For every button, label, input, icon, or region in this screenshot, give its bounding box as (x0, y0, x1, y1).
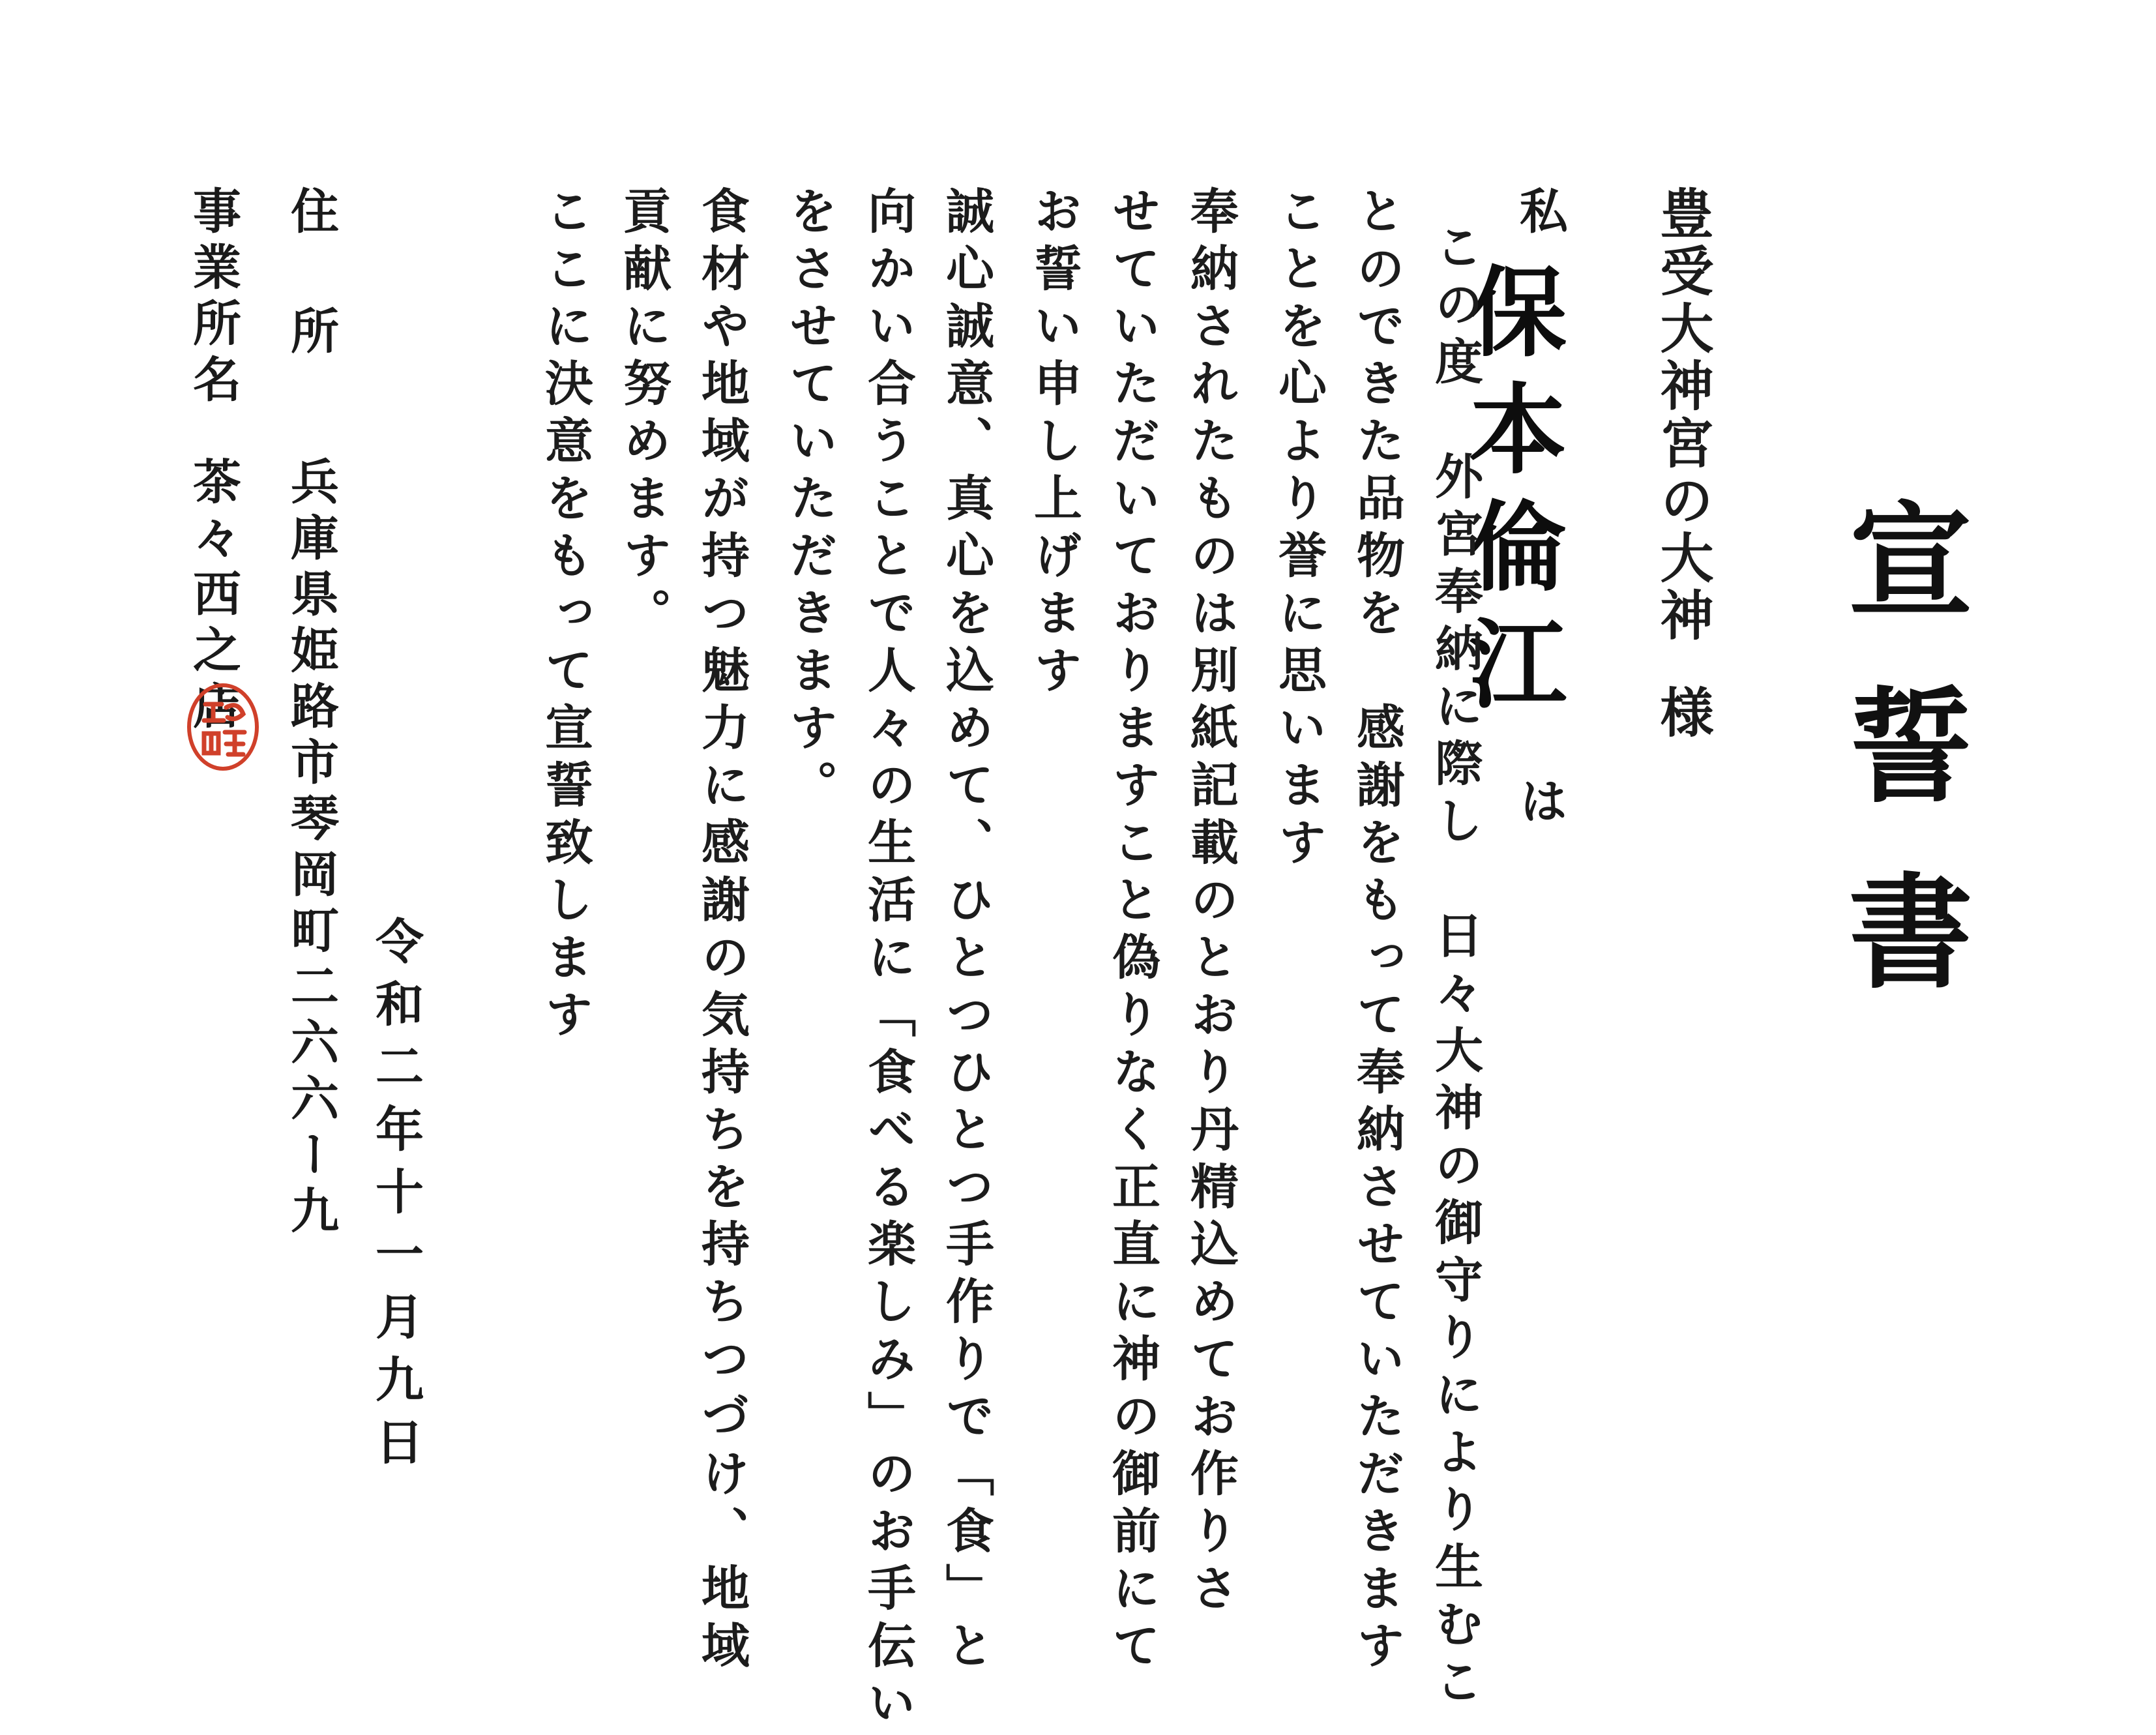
body-line: せていただいておりますこと偽りなく正直に神の御前にて (1104, 186, 1160, 1678)
body-line: をさせていただきます。 (782, 186, 838, 817)
address-label: 住所 (283, 186, 339, 426)
body-line: とのできた品物を 感謝をもって奉納させていただきます (1349, 186, 1405, 1678)
pledger-name: 保本倫江 (1452, 261, 1567, 730)
business-name-value: 茶々西之店 (185, 456, 241, 737)
document-date: 令和二年十一月九日 (368, 916, 424, 1479)
addressee-name: 豊受大神宮の大神 (1651, 186, 1714, 645)
body-line: お誓い申し上げます (1026, 186, 1082, 702)
business-name-label: 事業所名 (185, 186, 241, 410)
body-line: 奉納されたものは別紙記載のとおり丹精込めてお作りさ (1183, 186, 1239, 1620)
body-line: ことを心より誉に思います (1271, 186, 1327, 874)
body-line: ここに決意をもって宣誓致します (537, 186, 593, 1046)
body-line: 食材や地域が持つ魅力に感謝の気持ちを持ちつづけ、地域 (694, 186, 750, 1678)
addressee-honorific: 様 (1651, 685, 1714, 738)
body-line: この度 外宮奉納に際し 日々大神の御守りにより生むこ (1427, 222, 1483, 1713)
body-line: 向かい合うことで人々の生活に「食べる楽しみ」のお手伝い (860, 186, 916, 1735)
pledger-pronoun: 私 (1512, 186, 1568, 234)
document-title: 宣誓書 (1828, 496, 1973, 1053)
seal-stamp-icon (186, 681, 261, 773)
address-value: 兵庫県姫路市琴岡町二六六ー九 (283, 456, 339, 1241)
pledger-particle: は (1512, 776, 1568, 824)
body-line: 誠心誠意、真心を込めて、ひとつひとつ手作りで「食」と (938, 186, 994, 1678)
body-line: 貢献に努めます。 (615, 186, 672, 645)
